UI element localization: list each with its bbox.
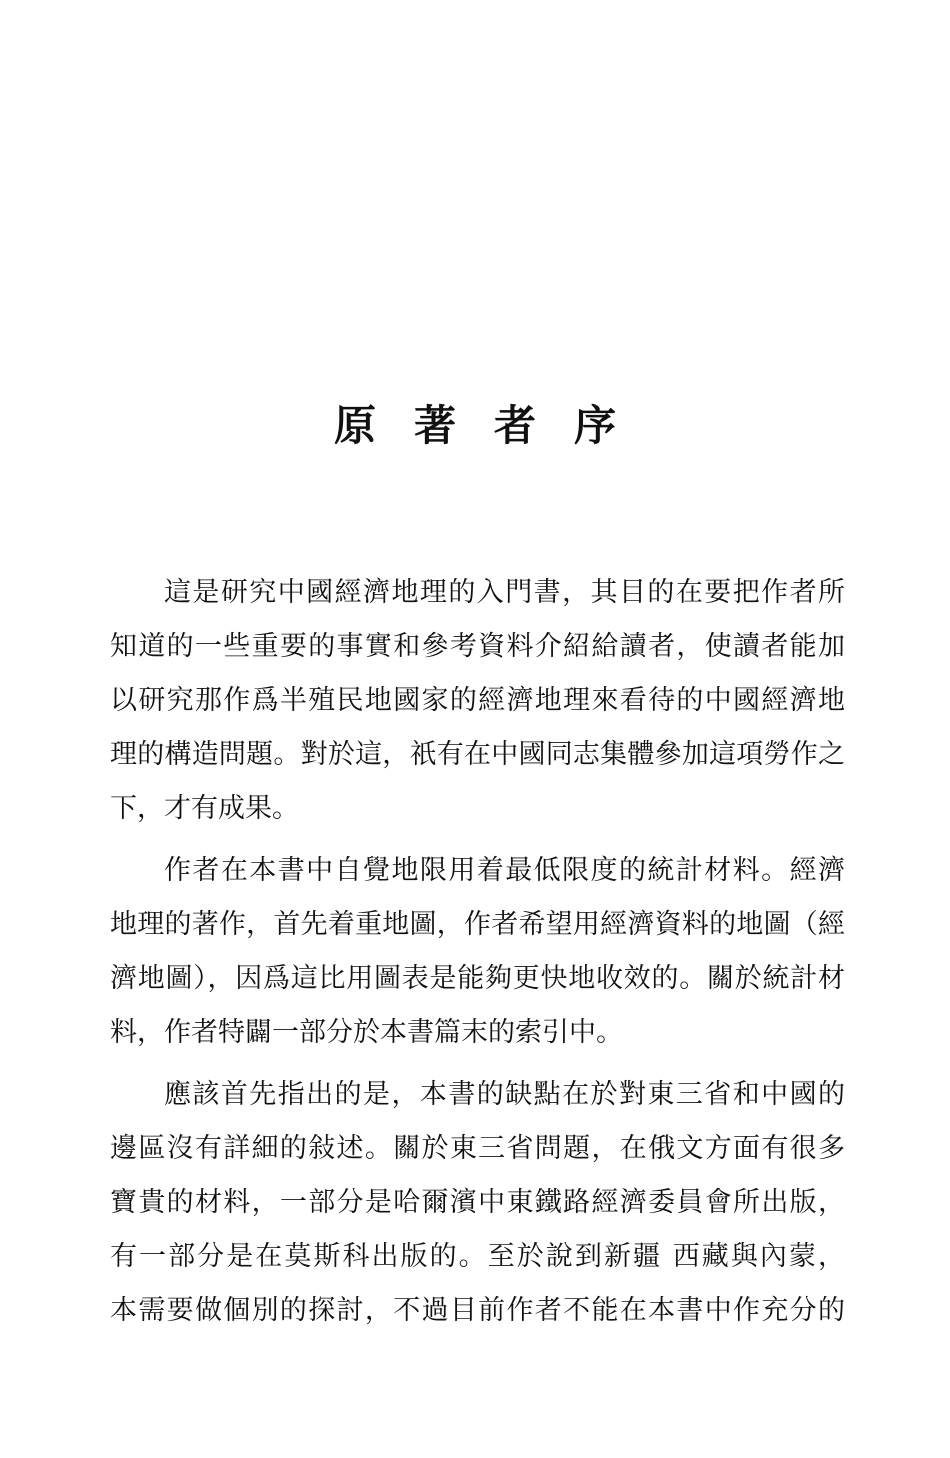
paragraph: [110, 566, 845, 836]
text-line: 地理的著作，首先着重地圖，作者希望用經濟資料的地圖（經: [110, 909, 845, 940]
text-line: 濟地圖），因爲這比用圖表是能夠更快地收效的。關於統計材: [110, 963, 845, 994]
text-line: 知道的一些重要的事實和參考資料介紹給讀者，使讀者能加: [110, 631, 845, 662]
page-title: 原著者序: [333, 401, 654, 450]
text-line: 應該首先指出的是，本書的缺點在於對東三省和中國的: [164, 1079, 845, 1110]
text-line: 有一部分是在莫斯科出版的。至於說到新疆 西藏與內蒙，: [110, 1241, 845, 1272]
paragraph: [110, 1068, 845, 1338]
text-line: 本需要做個別的探討，不過目前作者不能在本書中作充分的: [110, 1295, 845, 1326]
text-line: 以研究那作爲半殖民地國家的經濟地理來看待的中國經濟地: [110, 685, 845, 716]
text-line: 寶貴的材料，一部分是哈爾濱中東鐵路經濟委員會所出版，: [110, 1187, 845, 1218]
text-line: 理的構造問題。對於這，祇有在中國同志集體參加這項勞作之: [110, 739, 845, 770]
text-line: 料，作者特闢一部分於本書篇末的索引中。: [110, 1017, 623, 1048]
text-line: 邊區沒有詳細的敍述。關於東三省問題，在俄文方面有很多: [110, 1133, 845, 1164]
body-text: [110, 566, 845, 1338]
paragraph: [110, 844, 845, 1060]
text-line: 下，才有成果。: [110, 793, 299, 824]
text-line: 作者在本書中自覺地限用着最低限度的統計材料。經濟: [164, 855, 845, 886]
text-line: 這是研究中國經濟地理的入門書，其目的在要把作者所: [164, 577, 845, 608]
